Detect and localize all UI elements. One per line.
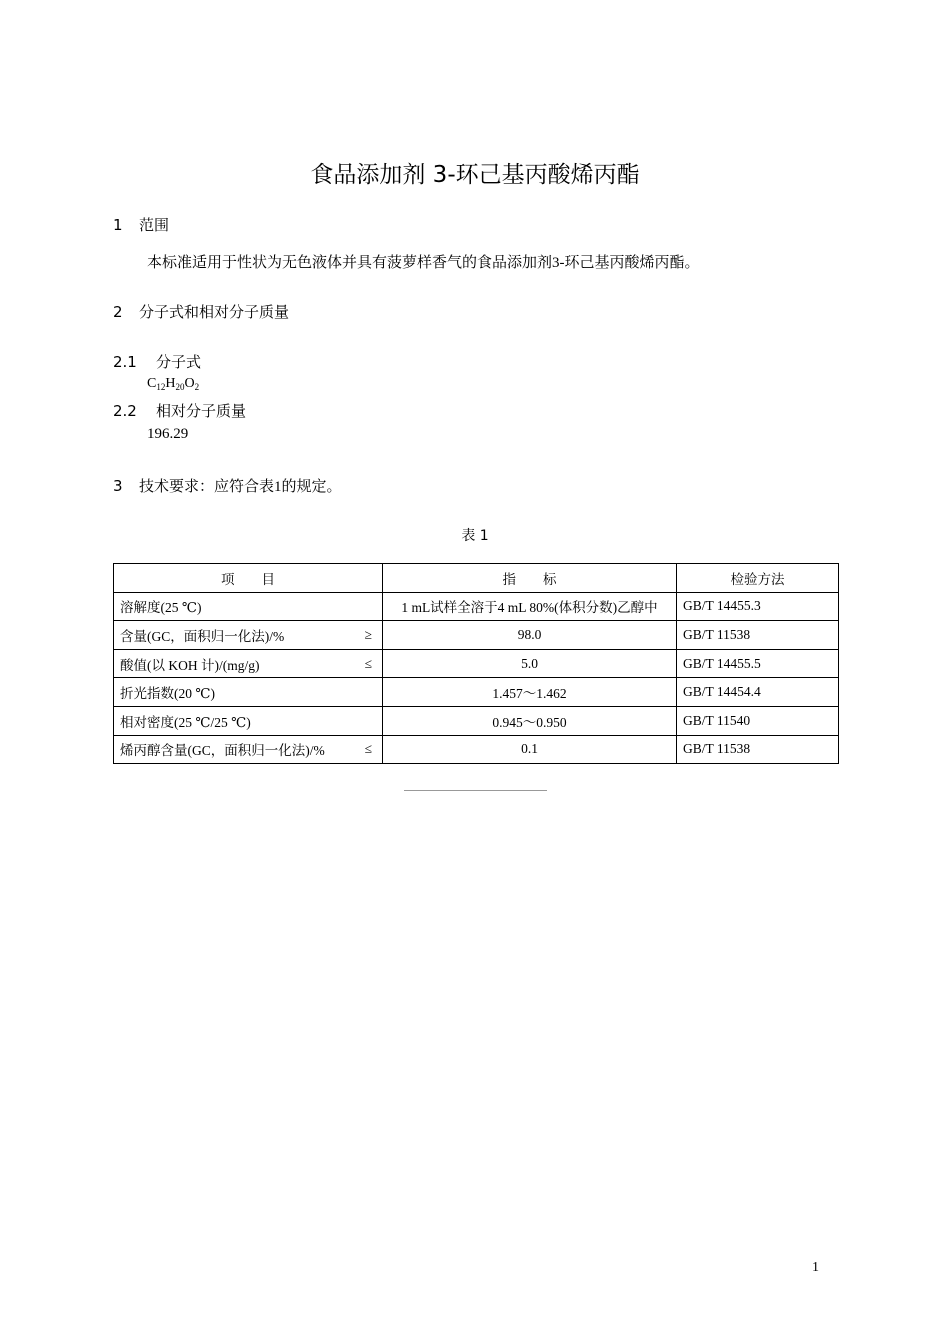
- item-label: 溶解度(25 ℃): [120, 600, 202, 616]
- formula-element: O: [184, 376, 195, 391]
- cell-method: GB/T 14455.5: [677, 649, 839, 678]
- formula-subscript: 20: [175, 382, 185, 392]
- cell-item: [114, 649, 383, 678]
- cell-method: GB/T 11540: [677, 706, 839, 735]
- table-row: [114, 621, 839, 650]
- cell-item: [114, 735, 383, 764]
- item-label: 折光指数(20 ℃): [120, 686, 215, 702]
- header-method: 检验方法: [677, 564, 839, 593]
- page-number: 1: [812, 1260, 819, 1275]
- item-label: 烯丙醇含量(GC，面积归一化法)/%: [120, 743, 325, 759]
- section-1-heading: [113, 214, 169, 235]
- section-title: 范围: [139, 216, 170, 234]
- formula-subscript: 2: [194, 382, 200, 392]
- item-label: 酸值(以 KOH 计)/(mg/g): [120, 657, 260, 673]
- section-title: 相对分子质量: [156, 402, 247, 420]
- formula-element: C: [147, 376, 157, 391]
- table-header-row: [114, 564, 839, 593]
- item-operator: ≤: [364, 655, 372, 671]
- table-caption: 表 1: [461, 528, 489, 544]
- cell-indicator: 0.945～0.950: [383, 706, 677, 735]
- cell-indicator: 5.0: [383, 649, 677, 678]
- cell-method: GB/T 11538: [677, 621, 839, 650]
- cell-item: [114, 621, 383, 650]
- cell-indicator: 1.457～1.462: [383, 678, 677, 707]
- header-indicator: 指 标: [383, 564, 677, 593]
- section-title: 分子式: [156, 353, 202, 371]
- section-2-1-heading: [113, 351, 201, 372]
- cell-method: GB/T 11538: [677, 735, 839, 764]
- header-item: 项 目: [114, 564, 383, 593]
- scope-paragraph: 本标准适用于性状为无色液体并具有菠萝样香气的食品添加剂3-环己基丙酸烯丙酯。: [147, 255, 700, 271]
- table-row: [114, 592, 839, 621]
- cell-item: [114, 592, 383, 621]
- molecular-mass-value: 196.29: [147, 426, 189, 442]
- molecular-formula: [147, 376, 199, 392]
- cell-indicator: 1 mL试样全溶于4 mL 80%(体积分数)乙醇中: [383, 592, 677, 621]
- section-2-heading: [113, 301, 289, 322]
- section-number: 2: [113, 303, 123, 321]
- document-title: 食品添加剂 3-环己基丙酸烯丙酯: [310, 162, 640, 188]
- section-number: 1: [113, 216, 123, 234]
- end-rule: [404, 790, 547, 791]
- cell-method: GB/T 14455.3: [677, 592, 839, 621]
- table-row: [114, 735, 839, 764]
- spec-table: [113, 563, 839, 764]
- item-label: 含量(GC，面积归一化法)/%: [120, 628, 285, 644]
- table-row: [114, 706, 839, 735]
- section-title: 分子式和相对分子质量: [139, 303, 290, 321]
- cell-indicator: 0.1: [383, 735, 677, 764]
- section-text: 应符合表1的规定。: [214, 479, 342, 495]
- table-row: [114, 649, 839, 678]
- formula-element: H: [165, 376, 176, 391]
- section-number: 3: [113, 477, 123, 495]
- item-operator: ≥: [364, 626, 372, 642]
- section-2-2-heading: [113, 400, 246, 421]
- item-label: 相对密度(25 ℃/25 ℃): [120, 714, 251, 730]
- section-title: 技术要求：: [139, 477, 215, 495]
- cell-item: [114, 678, 383, 707]
- cell-indicator: 98.0: [383, 621, 677, 650]
- cell-method: GB/T 14454.4: [677, 678, 839, 707]
- section-number: 2.2: [113, 402, 137, 420]
- section-number: 2.1: [113, 353, 137, 371]
- cell-item: [114, 706, 383, 735]
- section-3-heading: [113, 475, 342, 496]
- table-row: [114, 678, 839, 707]
- item-operator: ≤: [364, 741, 372, 757]
- formula-subscript: 12: [156, 382, 166, 392]
